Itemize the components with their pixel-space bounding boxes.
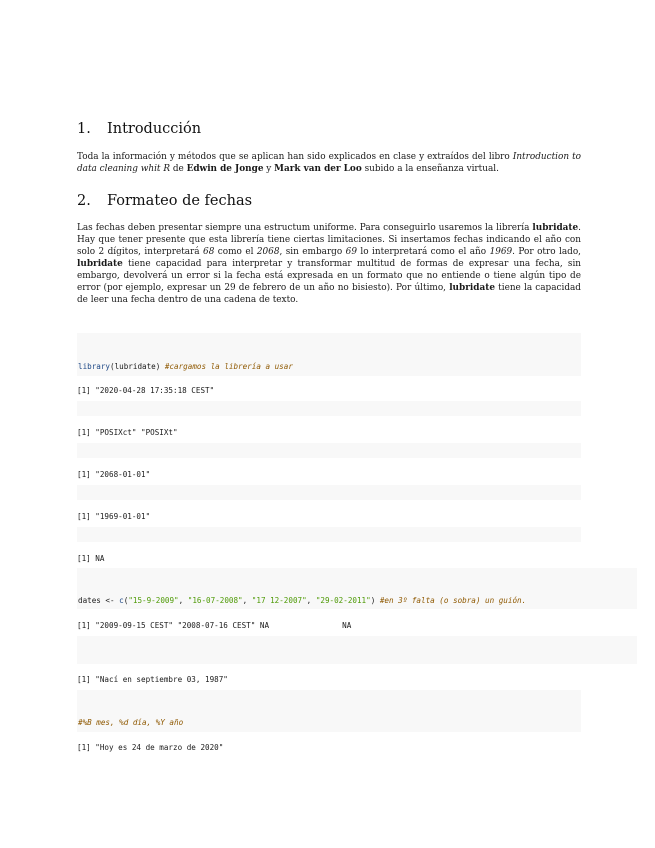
code-output: [1] NA [77, 554, 105, 563]
code-output: [1] "1969-01-01" [77, 512, 151, 521]
code-line: #%B mes, %d día, %Y año [78, 718, 184, 727]
code-output: [1] "2009-09-15 CEST" "2008-07-16 CEST" NA NA [77, 621, 352, 630]
code-output: [1] "Hoy es 24 de marzo de 2020" [77, 743, 224, 752]
code-output: [1] "2020-04-28 17:35:18 CEST" [77, 386, 215, 395]
code-output: [1] "2068-01-01" [77, 470, 151, 479]
code-block-dmy-68 [77, 443, 581, 458]
code-block-dmy-febr [77, 527, 581, 542]
code-output: [1] "Nací en septiembre 03, 1987" [77, 675, 228, 684]
code-block-format [77, 690, 581, 732]
section-heading-introduccion: 1. Introducción [77, 121, 202, 137]
code-block-dates [77, 568, 637, 609]
code-line: dates <- c("15-9-2009", "16-07-2008", "17 12-2007", "29-02-2011") #en 3º falta (o sobra) un guión. [78, 596, 527, 605]
code-block-class [77, 401, 581, 416]
section-heading-formateo: 2. Formateo de fechas [77, 193, 253, 209]
code-block-dmy-69 [77, 485, 581, 500]
code-line: library(lubridate) #cargamos la librería a usar [78, 362, 293, 371]
code-block-mybirth [77, 636, 637, 664]
code-output: [1] "POSIXct" "POSIXt" [77, 428, 178, 437]
dates-paragraph: Las fechas deben presentar siempre una estructum uniforme. Para conseguirlo usaremos la librería lubridate. Hay que tener presente que esta librería tiene ciertas limitaciones. Si insertamos fechas indicando el año con solo 2 dígitos, interpretará 68 como el 2068, sin embargo 69 lo interpretará como el año 1969. Por otro lado, lubridate tiene capacidad para interpretar y transformar multitud de formas de expresar una fecha, sin embargo, devolverá un error si la fecha está expresada en un formato que no entiende o tiene algún tipo de error (por ejemplo, expresar un 29 de febrero de un año no bisiesto). Por último, lubridate tiene la capacidad de leer una fecha dentro de una cadena de texto. [77, 223, 581, 305]
code-block-library [77, 333, 581, 376]
code-line [77, 662, 637, 664]
intro-paragraph: Toda la información y métodos que se aplican han sido explicados en clase y extraídos del libro Introduction to data cleaning whit R de Edwin de Jonge y Mark van der Loo subido a la enseñanza virtual. [77, 152, 581, 174]
